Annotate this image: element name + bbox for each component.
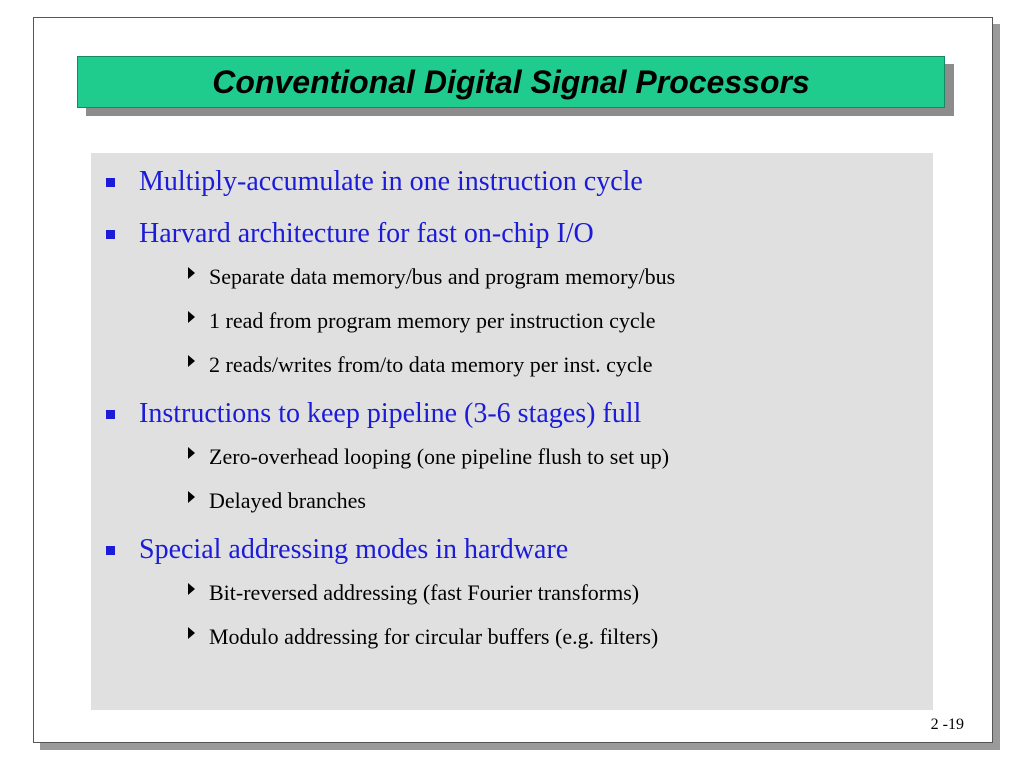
right-triangle-bullet-icon <box>188 491 195 503</box>
bullet-item <box>91 397 933 515</box>
bullet-text: Special addressing modes in hardware <box>139 534 569 565</box>
sub-bullet-item <box>163 579 933 607</box>
slide-title: Conventional Digital Signal Processors <box>212 63 810 100</box>
sub-bullet-list <box>139 579 933 651</box>
sub-bullet-text: Modulo addressing for circular buffers (e.g. filters) <box>209 624 659 649</box>
title-box <box>77 56 945 108</box>
bullet-text: Instructions to keep pipeline (3-6 stages) full <box>139 398 642 429</box>
sub-bullet-item <box>163 307 933 335</box>
content-box <box>91 153 933 710</box>
right-triangle-bullet-icon <box>188 447 195 459</box>
sub-bullet-text: Separate data memory/bus and program memory/bus <box>209 264 676 289</box>
bullet-item <box>91 165 933 199</box>
square-bullet-icon <box>106 410 115 419</box>
sub-bullet-item <box>163 487 933 515</box>
bullet-list <box>91 165 933 669</box>
bullet-item <box>91 533 933 651</box>
right-triangle-bullet-icon <box>188 311 195 323</box>
right-triangle-bullet-icon <box>188 627 195 639</box>
bullet-text: Harvard architecture for fast on-chip I/O <box>139 218 594 249</box>
square-bullet-icon <box>106 178 115 187</box>
sub-bullet-text: 1 read from program memory per instruction cycle <box>209 308 656 333</box>
square-bullet-icon <box>106 546 115 555</box>
sub-bullet-text: Zero-overhead looping (one pipeline flush to set up) <box>209 444 670 469</box>
square-bullet-icon <box>106 230 115 239</box>
sub-bullet-text: 2 reads/writes from/to data memory per inst. cycle <box>209 352 653 377</box>
bullet-item <box>91 217 933 379</box>
right-triangle-bullet-icon <box>188 355 195 367</box>
right-triangle-bullet-icon <box>188 583 195 595</box>
sub-bullet-list <box>139 263 933 379</box>
sub-bullet-text: Delayed branches <box>209 488 366 513</box>
sub-bullet-text: Bit-reversed addressing (fast Fourier transforms) <box>209 580 640 605</box>
sub-bullet-item <box>163 623 933 651</box>
bullet-text: Multiply-accumulate in one instruction cycle <box>139 166 643 197</box>
sub-bullet-item <box>163 443 933 471</box>
sub-bullet-list <box>139 443 933 515</box>
sub-bullet-item <box>163 263 933 291</box>
right-triangle-bullet-icon <box>188 267 195 279</box>
sub-bullet-item <box>163 351 933 379</box>
page-number: 2 -19 <box>930 716 964 733</box>
